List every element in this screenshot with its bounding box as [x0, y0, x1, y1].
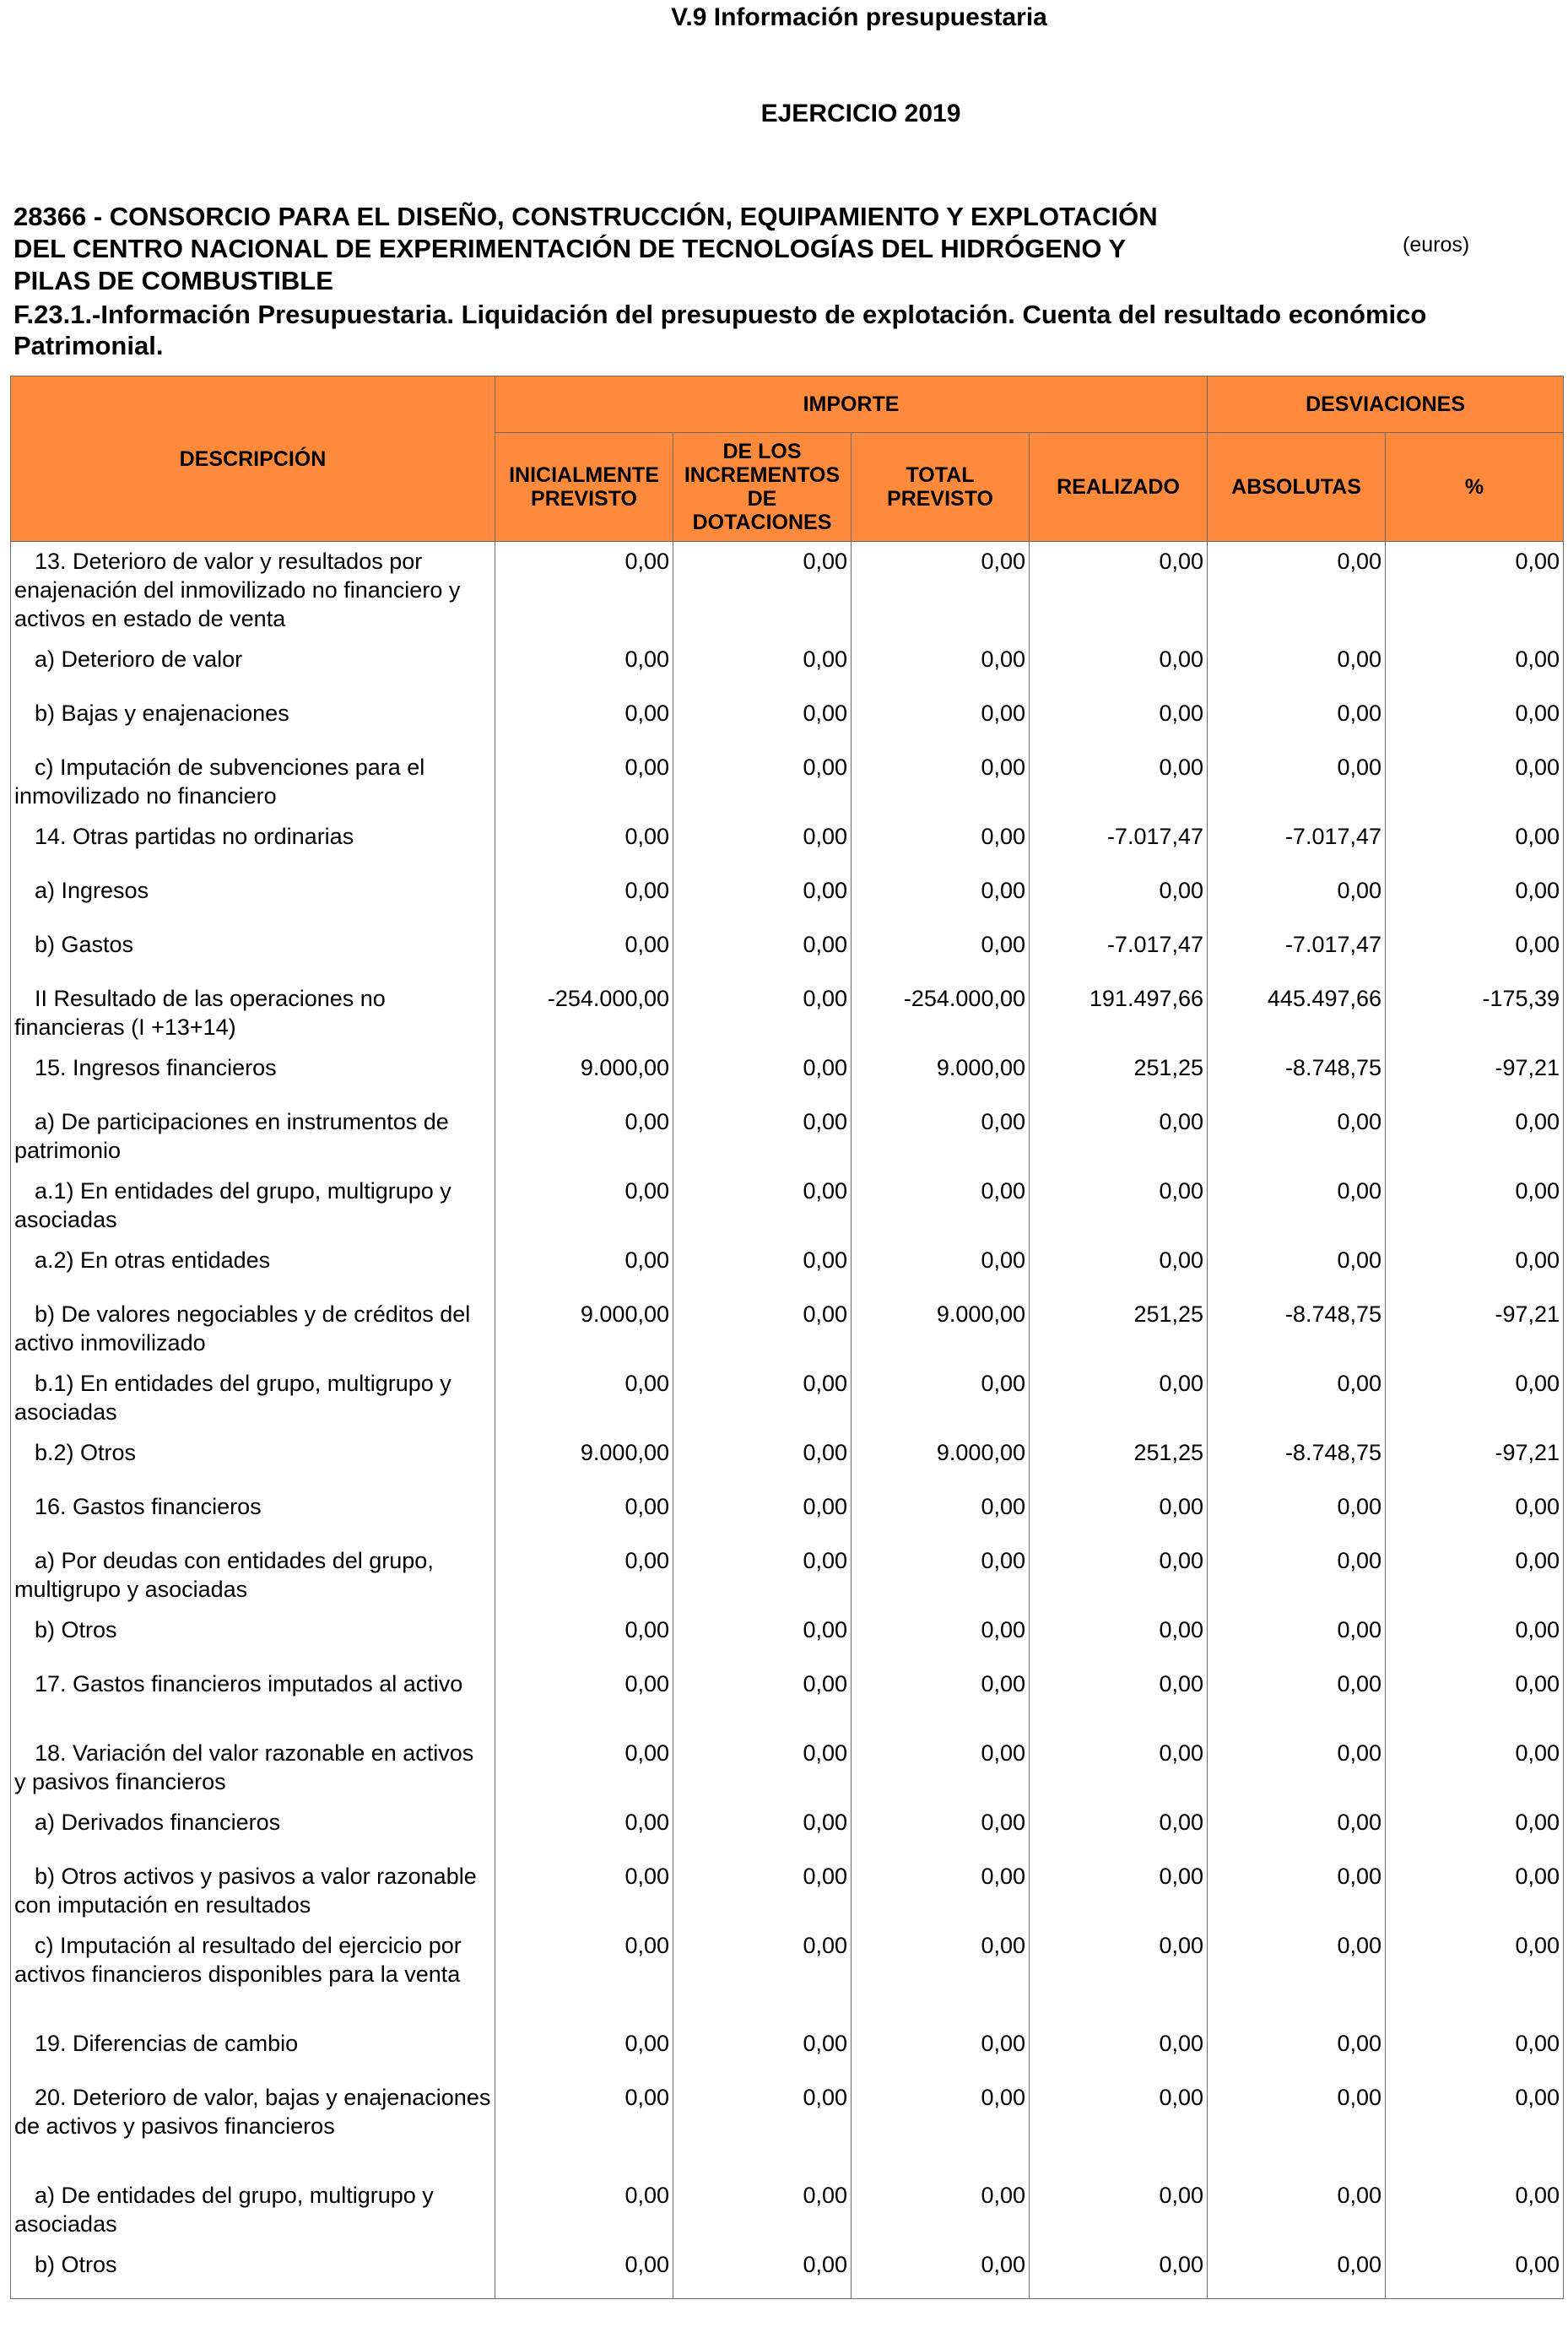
table-row [11, 1734, 1564, 1803]
row-value: 0,00 [1386, 542, 1564, 640]
row-value: 0,00 [852, 1172, 1030, 1241]
row-value: 0,00 [852, 1803, 1030, 1857]
table-row [11, 925, 1564, 979]
row-value: 0,00 [852, 1487, 1030, 1541]
row-label: b) Gastos [35, 931, 134, 957]
row-value: 0,00 [495, 640, 673, 694]
row-label: a) Por deudas con entidades del grupo, multigrupo y asociadas [14, 1547, 434, 1602]
row-description [11, 1664, 495, 1734]
row-label: 20. Deterioro de valor, bajas y enajenaciones de activos y pasivos financieros [14, 2084, 491, 2139]
row-value: 0,00 [1386, 694, 1564, 748]
table-row [11, 1857, 1564, 1926]
table-row [11, 1241, 1564, 1295]
row-label: c) Imputación al resultado del ejercicio por activos financieros disponibles para la venta [14, 1932, 462, 1987]
row-value: 0,00 [1030, 1172, 1208, 1241]
row-description [11, 1102, 495, 1172]
row-value: 0,00 [852, 871, 1030, 925]
col-header-incrementos: DE LOS INCREMENTOS DE DOTACIONES [673, 433, 852, 542]
row-value: 9.000,00 [852, 1433, 1030, 1487]
exercise-title: EJERCICIO 2019 [760, 100, 961, 127]
row-value: 0,00 [495, 2024, 673, 2078]
row-value: 0,00 [495, 1172, 673, 1241]
row-description [11, 2078, 495, 2176]
row-description [11, 1803, 495, 1857]
row-label: b) Otros activos y pasivos a valor razonable con imputación en resultados [14, 1863, 477, 1918]
table-row [11, 1610, 1564, 1664]
row-value: 0,00 [852, 1364, 1030, 1433]
row-value: 0,00 [852, 1664, 1030, 1734]
row-value: 0,00 [1030, 1926, 1208, 2024]
row-label: a) Derivados financieros [35, 1809, 281, 1835]
row-value: 0,00 [495, 1241, 673, 1295]
row-value: 0,00 [495, 1364, 673, 1433]
row-value: 0,00 [1030, 1364, 1208, 1433]
row-description [11, 2024, 495, 2078]
row-value: 0,00 [852, 925, 1030, 979]
row-value: 0,00 [1386, 1487, 1564, 1541]
row-value: 0,00 [1208, 2245, 1386, 2299]
row-label: b) Otros [35, 1616, 117, 1642]
row-value: -8.748,75 [1208, 1433, 1386, 1487]
row-value: 0,00 [1386, 748, 1564, 817]
row-value: 0,00 [1030, 2024, 1208, 2078]
row-value: 0,00 [1386, 2024, 1564, 2078]
row-value: 0,00 [673, 542, 852, 640]
row-description [11, 1172, 495, 1241]
row-value: 9.000,00 [495, 1048, 673, 1102]
table-row [11, 694, 1564, 748]
col-header-realizado: REALIZADO [1030, 433, 1208, 542]
table-row [11, 1364, 1564, 1433]
row-description [11, 640, 495, 694]
row-description [11, 2176, 495, 2245]
row-value: 0,00 [1386, 1664, 1564, 1734]
row-value: -254.000,00 [495, 979, 673, 1048]
row-value: 0,00 [852, 1241, 1030, 1295]
row-value: 0,00 [1030, 2078, 1208, 2176]
row-value: -97,21 [1386, 1433, 1564, 1487]
row-value: 0,00 [673, 925, 852, 979]
row-value: 0,00 [1386, 2245, 1564, 2299]
row-value: 0,00 [1208, 1734, 1386, 1803]
table-row [11, 1487, 1564, 1541]
row-description [11, 1610, 495, 1664]
row-value: 0,00 [495, 2245, 673, 2299]
row-description [11, 817, 495, 871]
row-value: 0,00 [852, 1926, 1030, 2024]
table-row [11, 2078, 1564, 2176]
row-value: 0,00 [673, 1433, 852, 1487]
row-value: 0,00 [495, 817, 673, 871]
row-value: 0,00 [1208, 694, 1386, 748]
row-value: 0,00 [495, 1487, 673, 1541]
col-header-absolutas: ABSOLUTAS [1208, 433, 1386, 542]
entity-name: 28366 - CONSORCIO PARA EL DISEÑO, CONSTRUCCIÓN, EQUIPAMIENTO Y EXPLOTACIÓN DEL CENTRO NACIONAL DE EXPERIMENTACIÓN DE TECNOLOGÍAS DEL HIDRÓGENO Y PILAS DE COMBUSTIBLE [14, 202, 1158, 295]
row-value: 0,00 [1030, 2245, 1208, 2299]
row-description [11, 925, 495, 979]
budget-table [10, 376, 1564, 2299]
row-value: -8.748,75 [1208, 1295, 1386, 1364]
row-value: 0,00 [1030, 2176, 1208, 2245]
row-value: 0,00 [673, 1803, 852, 1857]
row-value: 0,00 [1030, 1487, 1208, 1541]
row-value: 0,00 [1208, 542, 1386, 640]
row-value: 0,00 [1208, 640, 1386, 694]
row-value: 0,00 [673, 1734, 852, 1803]
row-label: II Resultado de las operaciones no financieras (I +13+14) [14, 985, 386, 1040]
table-row [11, 817, 1564, 871]
row-value: 0,00 [495, 1857, 673, 1926]
row-description [11, 1295, 495, 1364]
row-description [11, 2245, 495, 2299]
table-body [11, 542, 1564, 2299]
row-label: a.2) En otras entidades [35, 1247, 271, 1273]
row-value: 0,00 [1386, 2078, 1564, 2176]
row-value: 0,00 [495, 694, 673, 748]
row-value: 0,00 [1386, 1926, 1564, 2024]
row-value: 0,00 [1208, 1664, 1386, 1734]
table-row [11, 1803, 1564, 1857]
row-label: a) Ingresos [35, 877, 149, 903]
row-value: 0,00 [1208, 748, 1386, 817]
row-value: 251,25 [1030, 1433, 1208, 1487]
row-value: 0,00 [1386, 1241, 1564, 1295]
row-value: 0,00 [1386, 640, 1564, 694]
row-value: 0,00 [1208, 1102, 1386, 1172]
row-description [11, 979, 495, 1048]
table-row [11, 542, 1564, 640]
row-value: -254.000,00 [852, 979, 1030, 1048]
table-row [11, 1102, 1564, 1172]
row-value: -8.748,75 [1208, 1048, 1386, 1102]
row-description [11, 1541, 495, 1610]
row-value: 0,00 [1386, 1610, 1564, 1664]
row-value: 0,00 [852, 1610, 1030, 1664]
row-value: 445.497,66 [1208, 979, 1386, 1048]
row-value: 0,00 [673, 1857, 852, 1926]
row-value: 0,00 [673, 2024, 852, 2078]
row-value: 0,00 [852, 640, 1030, 694]
row-value: 0,00 [1030, 1102, 1208, 1172]
group-header-desviaciones: DESVIACIONES [1208, 376, 1564, 433]
row-value: 0,00 [1386, 1172, 1564, 1241]
row-value: 0,00 [495, 542, 673, 640]
row-label: c) Imputación de subvenciones para el inmovilizado no financiero [14, 754, 425, 809]
row-value: 0,00 [852, 1541, 1030, 1610]
row-value: 0,00 [673, 2176, 852, 2245]
row-value: 0,00 [1208, 1610, 1386, 1664]
row-value: 251,25 [1030, 1048, 1208, 1102]
row-value: 0,00 [673, 1102, 852, 1172]
row-label: 13. Deterioro de valor y resultados por enajenación del inmovilizado no financiero y activos en estado de venta [14, 549, 461, 631]
row-value: 0,00 [1208, 1364, 1386, 1433]
row-description [11, 694, 495, 748]
row-value: 0,00 [673, 2078, 852, 2176]
row-value: 0,00 [495, 1734, 673, 1803]
row-value: 0,00 [673, 1172, 852, 1241]
row-value: -97,21 [1386, 1048, 1564, 1102]
col-header-porcentaje: % [1386, 433, 1564, 542]
table-row [11, 1926, 1564, 2024]
row-value: 0,00 [673, 1295, 852, 1364]
row-label: b.2) Otros [35, 1439, 137, 1465]
row-description [11, 1048, 495, 1102]
row-description [11, 1364, 495, 1433]
row-value: 9.000,00 [852, 1048, 1030, 1102]
row-value: 0,00 [673, 817, 852, 871]
row-value: 0,00 [673, 1541, 852, 1610]
row-label: a) De participaciones en instrumentos de patrimonio [14, 1108, 449, 1163]
row-description [11, 1734, 495, 1803]
row-value: 0,00 [1030, 542, 1208, 640]
row-value: 0,00 [673, 2245, 852, 2299]
row-value: 0,00 [1030, 1734, 1208, 1803]
row-value: 0,00 [495, 2176, 673, 2245]
row-value: -7.017,47 [1208, 817, 1386, 871]
row-label: 17. Gastos financieros imputados al activo [35, 1670, 463, 1696]
row-label: 14. Otras partidas no ordinarias [35, 823, 354, 849]
row-value: 0,00 [852, 1734, 1030, 1803]
row-value: 0,00 [673, 871, 852, 925]
row-value: 0,00 [1386, 817, 1564, 871]
row-label: b) De valores negociables y de créditos del activo inmovilizado [14, 1301, 471, 1355]
row-value: 0,00 [673, 979, 852, 1048]
row-value: 0,00 [495, 1803, 673, 1857]
row-value: 9.000,00 [495, 1433, 673, 1487]
row-value: 0,00 [673, 1487, 852, 1541]
row-value: 0,00 [1386, 925, 1564, 979]
row-value: -7.017,47 [1030, 925, 1208, 979]
row-value: 0,00 [1208, 1172, 1386, 1241]
row-value: -7.017,47 [1030, 817, 1208, 871]
row-value: 0,00 [673, 1926, 852, 2024]
row-description [11, 1926, 495, 2024]
row-value: -175,39 [1386, 979, 1564, 1048]
row-value: 0,00 [1208, 1541, 1386, 1610]
col-header-descripcion: DESCRIPCIÓN [11, 376, 495, 542]
row-value: 0,00 [495, 1926, 673, 2024]
row-value: 0,00 [1030, 1541, 1208, 1610]
row-value: 0,00 [1208, 1926, 1386, 2024]
table-row [11, 748, 1564, 817]
row-value: 0,00 [495, 871, 673, 925]
row-value: 0,00 [495, 2078, 673, 2176]
report-subtitle: F.23.1.-Información Presupuestaria. Liquidación del presupuesto de explotación. Cuenta del resultado económico Patrimonial. [14, 300, 1427, 360]
units-label: (euros) [1403, 233, 1470, 257]
row-description [11, 748, 495, 817]
row-value: 0,00 [673, 748, 852, 817]
col-header-total-previsto: TOTAL PREVISTO [852, 433, 1030, 542]
row-label: 15. Ingresos financieros [35, 1054, 277, 1080]
row-description [11, 542, 495, 640]
row-description [11, 871, 495, 925]
table-row [11, 2245, 1564, 2299]
row-value: 0,00 [1208, 1487, 1386, 1541]
row-value: 0,00 [1208, 1803, 1386, 1857]
row-value: 0,00 [673, 694, 852, 748]
row-label: 16. Gastos financieros [35, 1493, 262, 1519]
col-header-inicialmente-previsto: INICIALMENTE PREVISTO [495, 433, 673, 542]
row-label: a) Deterioro de valor [35, 646, 243, 672]
row-value: 0,00 [673, 1241, 852, 1295]
table-row [11, 2024, 1564, 2078]
row-value: 0,00 [1386, 2176, 1564, 2245]
row-value: 0,00 [852, 1102, 1030, 1172]
row-value: 0,00 [852, 542, 1030, 640]
table-row [11, 979, 1564, 1048]
row-label: b) Otros [35, 2251, 117, 2277]
row-description [11, 1487, 495, 1541]
row-value: 191.497,66 [1030, 979, 1208, 1048]
row-value: 0,00 [1208, 1241, 1386, 1295]
section-title: V.9 Información presupuestaria [671, 3, 1047, 31]
table-row [11, 1172, 1564, 1241]
row-value: 0,00 [1386, 1734, 1564, 1803]
row-description [11, 1857, 495, 1926]
row-value: 0,00 [852, 817, 1030, 871]
table-row [11, 871, 1564, 925]
row-value: 0,00 [1208, 2176, 1386, 2245]
row-value: 0,00 [852, 694, 1030, 748]
row-value: 0,00 [1386, 1803, 1564, 1857]
row-value: 9.000,00 [495, 1295, 673, 1364]
row-value: 0,00 [673, 1048, 852, 1102]
row-value: 0,00 [1386, 1102, 1564, 1172]
group-header-importe: IMPORTE [495, 376, 1208, 433]
row-description [11, 1241, 495, 1295]
row-value: 0,00 [673, 1610, 852, 1664]
row-value: 0,00 [495, 1610, 673, 1664]
row-value: 0,00 [852, 2176, 1030, 2245]
row-value: 0,00 [1030, 1857, 1208, 1926]
table-row [11, 640, 1564, 694]
row-value: 0,00 [1030, 871, 1208, 925]
row-value: 0,00 [852, 2024, 1030, 2078]
row-value: 251,25 [1030, 1295, 1208, 1364]
row-value: 0,00 [1208, 1857, 1386, 1926]
row-value: -7.017,47 [1208, 925, 1386, 979]
row-value: 0,00 [1386, 1364, 1564, 1433]
row-value: 0,00 [495, 1664, 673, 1734]
table-row [11, 1541, 1564, 1610]
row-value: -97,21 [1386, 1295, 1564, 1364]
row-label: 18. Variación del valor razonable en activos y pasivos financieros [14, 1740, 474, 1794]
row-value: 0,00 [673, 1664, 852, 1734]
row-value: 0,00 [1208, 871, 1386, 925]
table-row [11, 1048, 1564, 1102]
row-description [11, 1433, 495, 1487]
row-value: 0,00 [495, 1102, 673, 1172]
row-value: 0,00 [1386, 1541, 1564, 1610]
row-label: b) Bajas y enajenaciones [35, 700, 289, 726]
table-row [11, 2176, 1564, 2245]
row-value: 0,00 [1030, 1803, 1208, 1857]
row-value: 0,00 [495, 1541, 673, 1610]
row-value: 0,00 [1030, 1610, 1208, 1664]
row-value: 0,00 [673, 1364, 852, 1433]
row-value: 0,00 [1030, 640, 1208, 694]
row-value: 0,00 [852, 2245, 1030, 2299]
row-label: 19. Diferencias de cambio [35, 2030, 299, 2056]
row-value: 0,00 [673, 640, 852, 694]
row-value: 0,00 [852, 2078, 1030, 2176]
row-value: 0,00 [852, 1857, 1030, 1926]
table-row [11, 1295, 1564, 1364]
row-value: 0,00 [1208, 2024, 1386, 2078]
row-value: 0,00 [1030, 1664, 1208, 1734]
row-value: 0,00 [852, 748, 1030, 817]
row-value: 0,00 [1030, 1241, 1208, 1295]
row-value: 0,00 [1208, 2078, 1386, 2176]
row-value: 0,00 [495, 748, 673, 817]
table-row [11, 1433, 1564, 1487]
row-value: 0,00 [1030, 748, 1208, 817]
row-label: a) De entidades del grupo, multigrupo y asociadas [14, 2182, 434, 2237]
table-row [11, 1664, 1564, 1734]
row-label: b.1) En entidades del grupo, multigrupo y asociadas [14, 1370, 451, 1425]
row-value: 0,00 [1386, 1857, 1564, 1926]
row-value: 0,00 [495, 925, 673, 979]
row-value: 0,00 [1386, 871, 1564, 925]
row-value: 9.000,00 [852, 1295, 1030, 1364]
row-value: 0,00 [1030, 694, 1208, 748]
row-label: a.1) En entidades del grupo, multigrupo y asociadas [14, 1177, 451, 1232]
